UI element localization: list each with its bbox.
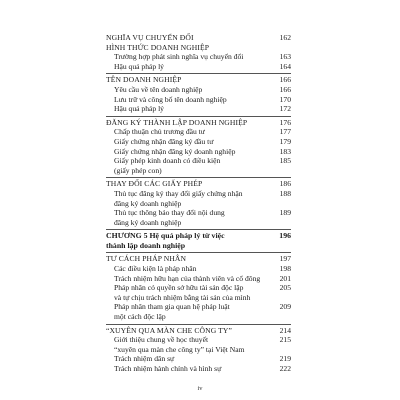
toc-entry-title	[106, 179, 277, 189]
toc-entry-line: Yêu cầu về tên doanh nghiệp	[114, 84, 203, 94]
toc-entry-title	[106, 264, 277, 274]
toc-entry-line: Pháp nhân tham gia quan hệ pháp luật	[114, 302, 230, 312]
toc-entry-line: Trường hợp phát sinh nghĩa vụ chuyển đổi	[114, 52, 244, 62]
toc-entry-line: và tự chịu trách nhiệm bằng tài sản của mình	[114, 292, 251, 302]
toc-entry-title	[106, 52, 277, 62]
toc-entry-line: Các điều kiện là pháp nhân	[114, 264, 197, 274]
table-of-contents	[106, 33, 291, 374]
toc-entry-line: THAY ĐỔI CÁC GIẤY PHÉP	[106, 179, 203, 189]
toc-subsection	[106, 354, 291, 364]
toc-entry-title	[106, 283, 277, 293]
toc-entry-line: Lưu trữ và công bố tên doanh nghiệp	[114, 94, 227, 104]
toc-page-number: 209	[279, 302, 291, 312]
toc-page-number: 162	[279, 33, 291, 42]
toc-page-number: 166	[279, 84, 291, 94]
toc-entry-line: một cách độc lập	[114, 312, 166, 322]
toc-subsection	[106, 52, 291, 62]
toc-page-number: 222	[279, 364, 291, 373]
toc-entry-line: Thủ tục thông báo thay đổi nội dung	[114, 208, 225, 218]
toc-entry-title	[106, 62, 277, 72]
toc-page-number: 214	[279, 325, 291, 335]
toc-section	[106, 118, 291, 128]
toc-entry-line: (giấy phép con)	[114, 165, 162, 175]
toc-subsection	[106, 147, 291, 157]
toc-entry-line: Hậu quả pháp lý	[114, 104, 164, 114]
toc-entry-title	[106, 75, 277, 85]
toc-page-number: 163	[279, 52, 291, 62]
toc-subsection	[106, 104, 291, 114]
toc-subsection	[106, 189, 291, 208]
toc-entry-line: Hậu quả pháp lý	[114, 61, 164, 71]
toc-section	[106, 33, 291, 52]
toc-subsection	[106, 127, 291, 137]
toc-entry-line: Trách nhiệm hữu hạn của thành viên và cổ đông	[114, 273, 261, 283]
toc-page-number: 198	[279, 264, 291, 274]
toc-entry-title	[106, 293, 277, 303]
toc-page-number: 201	[279, 273, 291, 283]
toc-entry-title	[106, 137, 277, 147]
toc-entry-title	[106, 95, 277, 105]
toc-subsection	[106, 95, 291, 105]
toc-entry-line: đăng ký doanh nghiệp	[114, 198, 182, 208]
toc-entry-title	[106, 147, 277, 157]
toc-entry-title	[106, 354, 277, 364]
toc-page-number: 189	[279, 208, 291, 218]
section-divider	[106, 229, 291, 230]
toc-page-number: 219	[279, 354, 291, 364]
toc-entry-line: Chấp thuận chủ trương đầu tư	[114, 127, 205, 137]
toc-subsection	[106, 302, 291, 321]
toc-page-number: 185	[279, 156, 291, 166]
toc-entry-line: Giới thiệu chung về học thuyết	[114, 335, 209, 345]
toc-entry-title	[106, 326, 277, 336]
toc-entry-line: “XUYÊN QUA MÀN CHE CÔNG TY”	[106, 325, 232, 335]
toc-entry-line: Trách nhiệm hành chính và hình sự	[114, 364, 222, 373]
toc-entry-title	[106, 189, 277, 208]
toc-entry-title	[106, 33, 277, 52]
toc-page-number: 177	[279, 127, 291, 137]
section-divider	[106, 116, 291, 117]
section-divider	[106, 324, 291, 325]
toc-entry-line: TÊN DOANH NGHIỆP	[106, 75, 182, 85]
toc-entry-line: ĐĂNG KÝ THÀNH LẬP DOANH NGHIỆP	[106, 117, 248, 127]
toc-page-number: 188	[279, 188, 291, 198]
toc-subsection	[106, 208, 291, 227]
toc-page-number: 197	[279, 254, 291, 264]
toc-subsection	[106, 62, 291, 72]
toc-entry-line: NGHĨA VỤ CHUYỂN ĐỔI	[106, 33, 194, 42]
toc-section	[106, 326, 291, 336]
toc-page-number: 183	[279, 146, 291, 156]
toc-entry-title	[106, 254, 277, 264]
toc-entry-title	[106, 85, 277, 95]
toc-entry-title	[106, 364, 277, 374]
toc-entry-title	[106, 208, 277, 227]
toc-subsection	[106, 335, 291, 354]
toc-page-number: 205	[279, 283, 291, 293]
toc-entry-title	[106, 335, 277, 354]
toc-entry-title	[106, 127, 277, 137]
toc-entry-line: “xuyên qua màn che công ty” tại Việt Nam	[114, 344, 245, 354]
toc-subsection	[106, 274, 291, 284]
toc-subsection	[106, 364, 291, 374]
toc-entry-line: TƯ CÁCH PHÁP NHÂN	[106, 254, 187, 264]
toc-subsection	[106, 156, 291, 175]
page-number: iv	[197, 385, 203, 392]
toc-entry-line: Trách nhiệm dân sự	[114, 354, 175, 364]
toc-entry-title	[106, 104, 277, 114]
toc-section	[106, 75, 291, 85]
toc-subsection	[106, 137, 291, 147]
toc-page-number: 170	[279, 94, 291, 104]
toc-page-number: 172	[279, 104, 291, 114]
toc-entry-line: Pháp nhân có quyền sở hữu tài sản độc lập	[114, 283, 244, 293]
toc-subsection	[106, 264, 291, 274]
toc-section	[106, 179, 291, 189]
toc-page-number: 164	[279, 61, 291, 71]
toc-entry-line: Thủ tục đăng ký thay đổi giấy chứng nhận	[114, 188, 243, 198]
toc-chapter	[106, 231, 291, 250]
toc-entry-title	[106, 231, 277, 250]
toc-subsection	[106, 293, 291, 303]
toc-section	[106, 254, 291, 264]
toc-page-number: 176	[279, 117, 291, 127]
toc-entry-line: CHƯƠNG 5 Hệ quả pháp lý từ việc	[106, 231, 225, 241]
toc-page-number: 186	[279, 179, 291, 189]
toc-page-number: 196	[279, 231, 291, 241]
toc-entry-title	[106, 156, 277, 175]
toc-entry-title	[106, 302, 277, 321]
toc-subsection	[106, 85, 291, 95]
toc-subsection	[106, 283, 291, 293]
toc-entry-line: HÌNH THỨC DOANH NGHIỆP	[106, 42, 210, 52]
toc-page-number: 179	[279, 136, 291, 146]
toc-page-number: 166	[279, 75, 291, 85]
toc-entry-line: thành lập doanh nghiệp	[106, 240, 186, 250]
toc-entry-title	[106, 274, 277, 284]
toc-entry-line: đăng ký doanh nghiệp	[114, 217, 182, 227]
toc-entry-line: Giấy phép kinh doanh có điều kiện	[114, 156, 221, 166]
toc-entry-title	[106, 118, 277, 128]
toc-entry-line: Giấy chứng nhận đăng ký doanh nghiệp	[114, 146, 236, 156]
toc-entry-line: Giấy chứng nhận đăng ký đầu tư	[114, 136, 214, 146]
toc-page-number: 215	[279, 335, 291, 345]
